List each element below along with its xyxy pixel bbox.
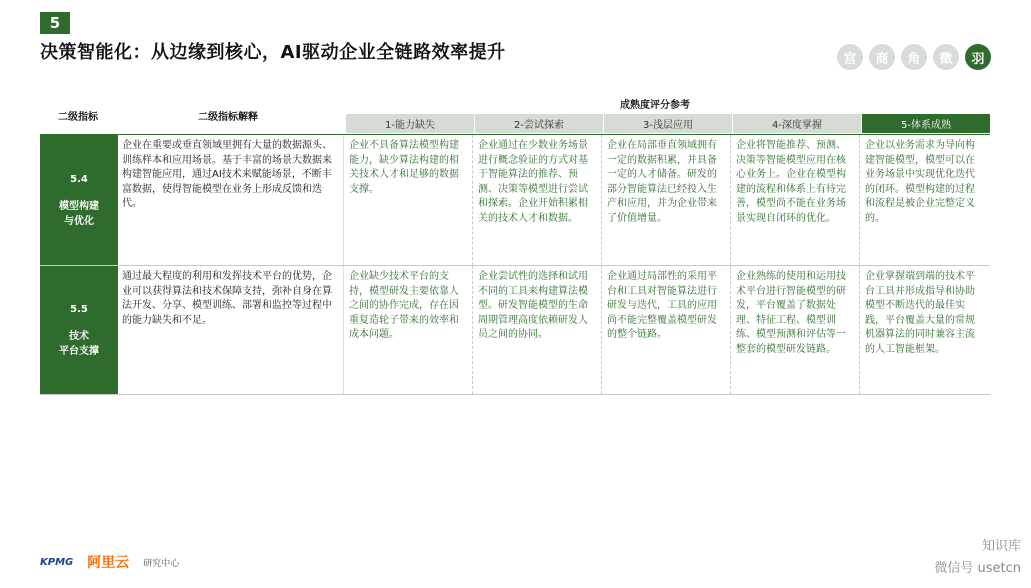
row-name-line1: 技术 <box>69 330 89 342</box>
research-center-label: 研究中心 <box>143 558 180 569</box>
maturity-table <box>40 94 990 395</box>
page-number-badge: 5 <box>40 12 70 34</box>
level-2: 2-尝试探索 <box>475 114 604 133</box>
row-description: 企业在重要或垂直领域里拥有大量的数据源头、训练样本和应用场景。基于丰富的场景大数据来构建智能应用，通过AI技术来赋能场景，不断丰富数据，使得智能模型在业务上形成反馈和迭代。 <box>118 135 344 265</box>
table-row <box>40 266 990 395</box>
table-row <box>40 134 990 266</box>
row-description: 通过最大程度的利用和发挥技术平台的优势，企业可以获得算法和技术保障支持，弥补自身在算法开发、分享、模型训练、部署和监控等过程中的能力缺失和不足。 <box>118 266 344 394</box>
brand-notes <box>837 44 991 70</box>
brand-note-shang: 商 <box>869 44 895 70</box>
level-3: 3-浅层应用 <box>604 114 733 133</box>
maturity-cell-l3: 企业通过局部性的采用平台和工具对智能算法进行研发与迭代，工具的应用尚不能完整覆盖模型研发的整个链路。 <box>602 266 731 394</box>
maturity-title: 成熟度评分参考 <box>620 100 690 111</box>
page-title: 决策智能化：从边缘到核心，AI驱动企业全链路效率提升 <box>40 42 506 63</box>
maturity-cell-l5: 企业以业务需求为导向构建智能模型，模型可以在业务场景中实现优化迭代的闭环。模型构建的过程和流程是被企业完整定义的。 <box>865 140 975 224</box>
maturity-cell-l1: 企业缺少技术平台的支持，模型研发主要依靠人之间的协作完成，存在因重复造轮子带来的效率和成本问题。 <box>344 266 473 394</box>
brand-note-gong: 宫 <box>837 44 863 70</box>
maturity-cell-l4: 企业熟练的使用和运用技术平台进行智能模型的研发，平台覆盖了数据处理、特征工程、模型训练、模型预测和评估等一整套的模型研发链路。 <box>731 266 860 394</box>
watermark-bottom: 微信号 usetcn <box>934 561 1021 576</box>
watermark-top: 知识库 <box>981 539 1021 554</box>
col-indicator-header: 二级指标 <box>58 112 98 123</box>
row-name-line1: 模型构建 <box>59 200 99 212</box>
col-explanation-header: 二级指标解释 <box>198 112 258 123</box>
brand-note-zhi: 徵 <box>933 44 959 70</box>
row-indicator <box>40 135 118 265</box>
brand-note-jue: 角 <box>901 44 927 70</box>
brand-note-yu-active: 羽 <box>965 44 991 70</box>
row-number: 5.4 <box>70 173 88 185</box>
maturity-cell-l1: 企业不具备算法模型构建能力，缺少算法构建的相关技术人才和足够的数据支撑。 <box>344 135 473 265</box>
row-name-line2: 平台支撑 <box>59 345 99 357</box>
maturity-cell-l4: 企业将智能推荐、预测、决策等智能模型应用在核心业务上。企业在模型构建的流程和体系上有待完善，模型尚不能在业务场景实现自闭环的优化。 <box>731 135 860 265</box>
maturity-cell-l3: 企业在局部垂直领域拥有一定的数据积累，并具备一定的人才储备。研发的部分智能算法已经投入生产和应用，并为企业带来了价值增量。 <box>602 135 731 265</box>
level-5: 5-体系成熟 <box>862 114 990 133</box>
watermark <box>934 536 1021 580</box>
level-4: 4-深度掌握 <box>733 114 862 133</box>
aliyun-logo: 阿里云 <box>87 555 130 571</box>
maturity-cell-l5: 企业掌握端到端的技术平台工具并形成指导和协助模型不断迭代的最佳实践，平台覆盖大量的常规机器算法的同时兼容主流的人工智能框架。 <box>865 271 975 355</box>
kpmg-logo: KPMG <box>40 556 74 568</box>
maturity-levels <box>346 114 990 133</box>
row-indicator <box>40 266 118 394</box>
maturity-cell-l2: 企业尝试性的选择和试用不同的工具来构建算法模型。研发智能模型的生命周期管理高度依赖研发人员之间的协同。 <box>473 266 602 394</box>
row-name-line2: 与优化 <box>64 215 94 227</box>
row-number: 5.5 <box>70 303 88 315</box>
level-1: 1-能力缺失 <box>346 114 475 133</box>
table-header <box>40 94 990 134</box>
footer-logos <box>40 552 179 572</box>
maturity-cell-l2: 企业通过在少数业务场景进行概念验证的方式对基于智能算法的推荐、预测、决策等模型进行尝试和探索。企业开始积累相关的技术人才和数据。 <box>473 135 602 265</box>
